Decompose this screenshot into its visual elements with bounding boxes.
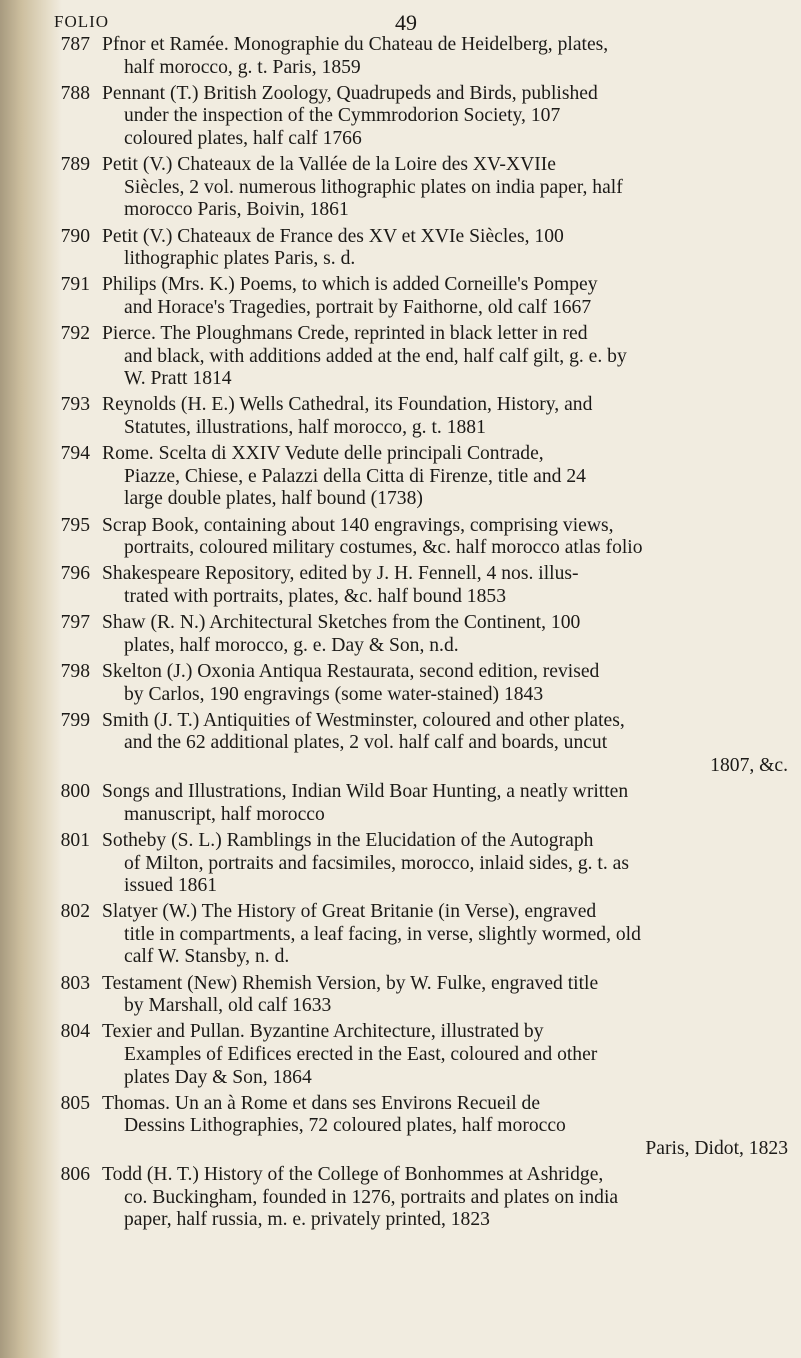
description-line: co. Buckingham, founded in 1276, portraits and plates on india bbox=[124, 1186, 619, 1208]
lot-description bbox=[102, 226, 788, 271]
lot-number: 795 bbox=[60, 514, 90, 536]
description-line: plates Day & Son, 1864 bbox=[124, 1066, 312, 1088]
catalogue-entry bbox=[48, 563, 788, 608]
catalogue-entry bbox=[48, 394, 788, 439]
description-line: paper, half russia, m. e. privately printed, 1823 bbox=[124, 1209, 490, 1231]
lot-number: 805 bbox=[60, 1092, 90, 1114]
catalogue-entry bbox=[48, 34, 788, 79]
description-line: morocco Paris, Boivin, 1861 bbox=[124, 199, 349, 221]
description-line: plates, half morocco, g. e. Day & Son, n.d. bbox=[124, 634, 459, 656]
description-line: Pennant (T.) British Zoology, Quadrupeds and Birds, published bbox=[102, 82, 598, 104]
lot-number: 790 bbox=[60, 225, 90, 247]
description-line: Testament (New) Rhemish Version, by W. Fulke, engraved title bbox=[102, 972, 599, 994]
lot-number: 801 bbox=[60, 829, 90, 851]
description-line: and the 62 additional plates, 2 vol. half calf and boards, uncut bbox=[124, 732, 608, 754]
description-line: Scrap Book, containing about 140 engravings, comprising views, bbox=[102, 514, 614, 536]
description-line: coloured plates, half calf 1766 bbox=[124, 127, 362, 149]
description-line: issued 1861 bbox=[124, 875, 218, 897]
lot-description bbox=[102, 1021, 788, 1089]
lot-description bbox=[102, 1164, 788, 1232]
catalogue-entry bbox=[48, 1021, 788, 1089]
catalogue-entry bbox=[48, 1093, 788, 1161]
catalogue-entry bbox=[48, 901, 788, 969]
lot-description bbox=[102, 901, 788, 969]
description-line: Examples of Edifices erected in the East, coloured and other bbox=[124, 1044, 598, 1066]
description-line: Philips (Mrs. K.) Poems, to which is added Corneille's Pompey bbox=[102, 274, 598, 296]
description-line: Pierce. The Ploughmans Crede, reprinted in black letter in red bbox=[102, 323, 588, 345]
lot-description bbox=[102, 323, 788, 391]
lot-description bbox=[102, 661, 788, 706]
catalogue-entry bbox=[48, 226, 788, 271]
lot-description bbox=[102, 973, 788, 1018]
lot-description bbox=[102, 710, 788, 778]
catalogue-entry bbox=[48, 83, 788, 151]
lot-number: 796 bbox=[60, 563, 90, 585]
lot-number: 792 bbox=[60, 323, 90, 345]
description-line: Petit (V.) Chateaux de France des XV et XVIe Siècles, 100 bbox=[102, 225, 564, 247]
catalogue-entry bbox=[48, 443, 788, 511]
description-line: by Marshall, old calf 1633 bbox=[124, 995, 332, 1017]
catalogue-entry bbox=[48, 973, 788, 1018]
description-line: of Milton, portraits and facsimiles, morocco, inlaid sides, g. t. as bbox=[124, 852, 629, 874]
description-line: and black, with additions added at the end, half calf gilt, g. e. by bbox=[124, 345, 627, 367]
lot-description bbox=[102, 443, 788, 511]
catalogue-entry bbox=[48, 323, 788, 391]
catalogue-entry bbox=[48, 830, 788, 898]
lot-number: 793 bbox=[60, 394, 90, 416]
lot-description bbox=[102, 830, 788, 898]
catalogue-entry bbox=[48, 612, 788, 657]
lot-description bbox=[102, 83, 788, 151]
catalogue-entry bbox=[48, 781, 788, 826]
lot-number: 802 bbox=[60, 901, 90, 923]
lot-number: 806 bbox=[60, 1164, 90, 1186]
description-line: Skelton (J.) Oxonia Antiqua Restaurata, second edition, revised bbox=[102, 660, 600, 682]
catalogue-entry bbox=[48, 154, 788, 222]
lot-number: 799 bbox=[60, 709, 90, 731]
imprint-line: 1807, &c. bbox=[710, 754, 788, 776]
description-line: Thomas. Un an à Rome et dans ses Environs Recueil de bbox=[102, 1092, 541, 1114]
description-line: Sotheby (S. L.) Ramblings in the Elucidation of the Autograph bbox=[102, 829, 594, 851]
description-line: Reynolds (H. E.) Wells Cathedral, its Foundation, History, and bbox=[102, 394, 593, 416]
catalogue-entry bbox=[48, 515, 788, 560]
description-line: Statutes, illustrations, half morocco, g. t. 1881 bbox=[124, 417, 486, 439]
description-line: Rome. Scelta di XXIV Vedute delle principali Contrade, bbox=[102, 443, 544, 465]
lot-number: 798 bbox=[60, 660, 90, 682]
description-line: calf W. Stansby, n. d. bbox=[124, 946, 290, 968]
lot-description bbox=[102, 612, 788, 657]
description-line: Shaw (R. N.) Architectural Sketches from the Continent, 100 bbox=[102, 612, 581, 634]
description-line: Songs and Illustrations, Indian Wild Boar Hunting, a neatly written bbox=[102, 781, 629, 803]
catalogue-entries bbox=[48, 34, 788, 1236]
description-line: W. Pratt 1814 bbox=[124, 368, 232, 390]
lot-description bbox=[102, 274, 788, 319]
lot-number: 800 bbox=[60, 781, 90, 803]
catalogue-entry bbox=[48, 661, 788, 706]
description-line: portraits, coloured military costumes, &c. half morocco atlas folio bbox=[124, 537, 643, 559]
lot-description bbox=[102, 1093, 788, 1161]
catalogue-entry bbox=[48, 710, 788, 778]
description-line: Shakespeare Repository, edited by J. H. Fennell, 4 nos. illus- bbox=[102, 563, 579, 585]
lot-number: 794 bbox=[60, 443, 90, 465]
lot-description bbox=[102, 154, 788, 222]
page-number: 49 bbox=[395, 10, 417, 35]
running-head: FOLIO bbox=[54, 12, 110, 31]
lot-description bbox=[102, 515, 788, 560]
description-line: Siècles, 2 vol. numerous lithographic plates on india paper, half bbox=[124, 176, 623, 198]
lot-number: 803 bbox=[60, 972, 90, 994]
description-line: and Horace's Tragedies, portrait by Faithorne, old calf 1667 bbox=[124, 296, 592, 318]
description-line: trated with portraits, plates, &c. half bound 1853 bbox=[124, 586, 506, 607]
description-line: under the inspection of the Cymmrodorion Society, 107 bbox=[124, 105, 561, 127]
description-line: large double plates, half bound (1738) bbox=[124, 488, 423, 510]
description-line: Todd (H. T.) History of the College of Bonhommes at Ashridge, bbox=[102, 1164, 604, 1186]
lot-number: 788 bbox=[60, 82, 90, 104]
description-line: Petit (V.) Chateaux de la Vallée de la Loire des XV-XVIIe bbox=[102, 154, 556, 176]
description-line: Pfnor et Ramée. Monographie du Chateau de Heidelberg, plates, bbox=[102, 34, 609, 55]
description-line: lithographic plates Paris, s. d. bbox=[124, 248, 356, 270]
imprint-line: Paris, Didot, 1823 bbox=[645, 1138, 788, 1159]
description-line: Texier and Pullan. Byzantine Architecture, illustrated by bbox=[102, 1021, 544, 1043]
lot-number: 789 bbox=[60, 154, 90, 176]
lot-description bbox=[102, 563, 788, 608]
lot-description bbox=[102, 34, 788, 79]
description-line: Slatyer (W.) The History of Great Britanie (in Verse), engraved bbox=[102, 901, 597, 923]
lot-number: 787 bbox=[60, 34, 90, 55]
lot-description bbox=[102, 394, 788, 439]
description-line: manuscript, half morocco bbox=[124, 803, 325, 825]
description-line: Smith (J. T.) Antiquities of Westminster, coloured and other plates, bbox=[102, 709, 625, 731]
lot-number: 804 bbox=[60, 1021, 90, 1043]
lot-description bbox=[102, 781, 788, 826]
lot-number: 797 bbox=[60, 612, 90, 634]
description-line: Dessins Lithographies, 72 coloured plates, half morocco bbox=[124, 1115, 566, 1137]
description-line: title in compartments, a leaf facing, in verse, slightly wormed, old bbox=[124, 923, 641, 945]
description-line: by Carlos, 190 engravings (some water-stained) 1843 bbox=[124, 683, 544, 705]
catalogue-entry bbox=[48, 1164, 788, 1232]
description-line: half morocco, g. t. Paris, 1859 bbox=[124, 56, 361, 78]
description-line: Piazze, Chiese, e Palazzi della Citta di Firenze, title and 24 bbox=[124, 465, 586, 487]
lot-number: 791 bbox=[60, 274, 90, 296]
catalogue-entry bbox=[48, 274, 788, 319]
